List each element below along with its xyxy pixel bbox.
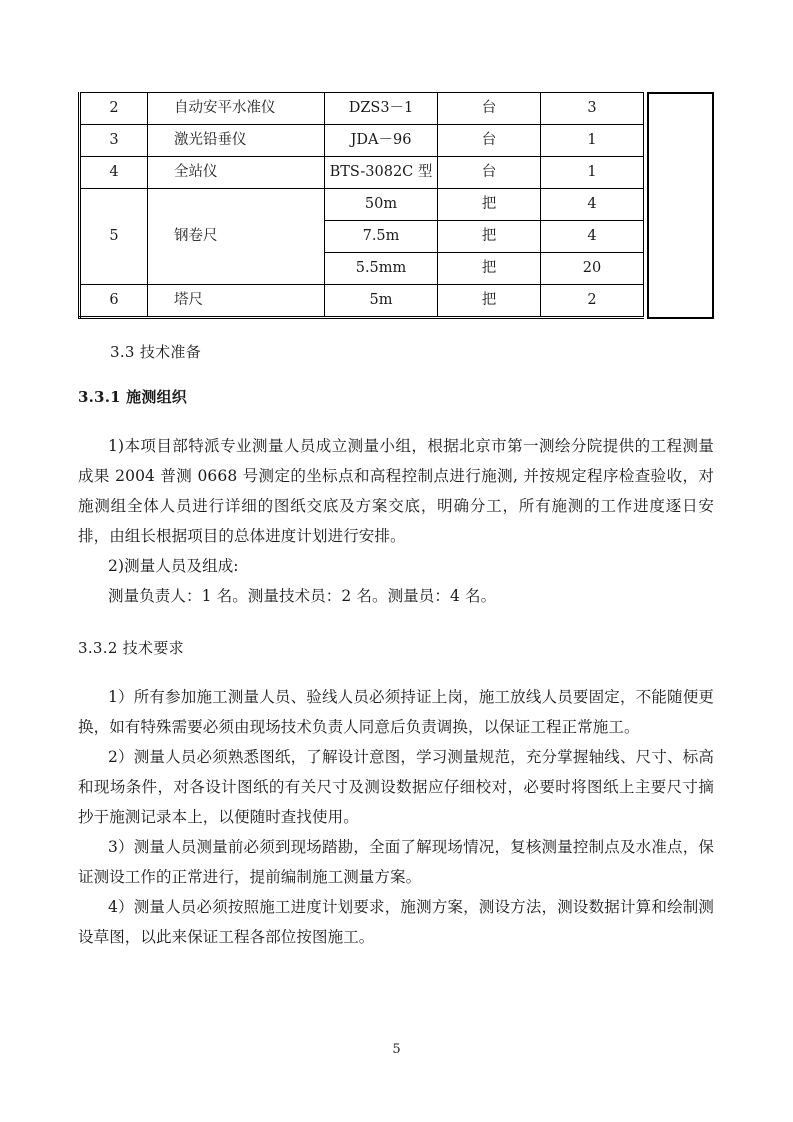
table-cell-remark bbox=[648, 93, 713, 318]
table-row bbox=[80, 189, 644, 221]
table-cell-name: 塔尺 bbox=[148, 285, 325, 318]
table-cell-no: 3 bbox=[80, 125, 148, 157]
page-content bbox=[78, 92, 714, 952]
table-cell-no: 2 bbox=[80, 93, 148, 125]
table-cell-name: 激光铅垂仪 bbox=[148, 125, 325, 157]
table-cell-unit: 台 bbox=[438, 125, 541, 157]
table-cell-unit: 把 bbox=[438, 253, 541, 285]
table-cell-unit: 把 bbox=[438, 189, 541, 221]
heading-3-3-2: 3.3.2 技术要求 bbox=[78, 639, 184, 657]
table-cell-qty: 4 bbox=[541, 221, 644, 253]
table-cell-unit: 把 bbox=[438, 285, 541, 318]
table-row bbox=[80, 125, 644, 157]
table-cell-no: 6 bbox=[80, 285, 148, 318]
table-cell-no: 4 bbox=[80, 157, 148, 189]
page-number: 5 bbox=[392, 1042, 401, 1057]
table-cell-qty: 3 bbox=[541, 93, 644, 125]
table-cell-unit: 台 bbox=[438, 157, 541, 189]
table-cell-unit: 台 bbox=[438, 93, 541, 125]
table-cell-spec: BTS-3082C 型 bbox=[325, 157, 438, 189]
heading-3-3: 3.3 技术准备 bbox=[110, 343, 202, 361]
paragraph-3-3-2-1: 1）所有参加施工测量人员、验线人员必须持证上岗，施工放线人员要固定，不能随便更换，如有特殊需要必须由现场技术负责人同意后负责调换，以保证工程正常施工。 bbox=[78, 688, 714, 736]
paragraph-3-3-1-1: 1)本项目部特派专业测量人员成立测量小组，根据北京市第一测绘分院提供的工程测量成果 2004 普测 0668 号测定的坐标点和高程控制点进行施测, 并按规定程序检查验收，对施测组全体人员进行详细的图纸交底及方案交底，明确分工，所有施测的工作进度逐日安排，由组长根据项目的总体进度计划进行安排。 bbox=[78, 437, 714, 545]
table-cell-name: 全站仪 bbox=[148, 157, 325, 189]
table-cell-qty: 4 bbox=[541, 189, 644, 221]
table-cell-spec: 5.5mm bbox=[325, 253, 438, 285]
paragraph-3-3-1-2: 2)测量人员及组成: bbox=[108, 557, 239, 575]
table-row bbox=[80, 93, 644, 125]
table-row bbox=[80, 285, 644, 318]
table-row bbox=[80, 157, 644, 189]
heading-3-3-1: 3.3.1 施测组织 bbox=[78, 388, 187, 406]
table-cell-name: 钢卷尺 bbox=[148, 189, 325, 285]
table-cell-unit: 把 bbox=[438, 221, 541, 253]
paragraph-3-3-2-2: 2）测量人员必须熟悉图纸，了解设计意图，学习测量规范，充分掌握轴线、尺寸、标高和现场条件，对各设计图纸的有关尺寸及测设数据应仔细校对，必要时将图纸上主要尺寸摘抄于施测记录本上，以便随时查找使用。 bbox=[78, 748, 714, 826]
table-cell-no: 5 bbox=[80, 189, 148, 285]
table-remark-column bbox=[647, 92, 714, 319]
equipment-table-container bbox=[78, 92, 714, 319]
equipment-table bbox=[78, 92, 644, 319]
table-cell-qty: 1 bbox=[541, 157, 644, 189]
table-cell-qty: 1 bbox=[541, 125, 644, 157]
table-cell-spec: 5m bbox=[325, 285, 438, 318]
table-cell-qty: 20 bbox=[541, 253, 644, 285]
paragraph-3-3-2-4: 4）测量人员必须按照施工进度计划要求，施测方案，测设方法，测设数据计算和绘制测设草图，以此来保证工程各部位按图施工。 bbox=[78, 898, 714, 946]
paragraph-3-3-1-3: 测量负责人：1 名。测量技术员：2 名。测量员：4 名。 bbox=[108, 587, 497, 605]
table-cell-name: 自动安平水准仪 bbox=[148, 93, 325, 125]
table-cell-qty: 2 bbox=[541, 285, 644, 318]
table-cell-spec: DZS3－1 bbox=[325, 93, 438, 125]
table-cell-spec: 50m bbox=[325, 189, 438, 221]
paragraph-3-3-2-3: 3）测量人员测量前必须到现场踏勘，全面了解现场情况，复核测量控制点及水准点，保证测设工作的正常进行，提前编制施工测量方案。 bbox=[78, 838, 714, 886]
table-cell-spec: JDA－96 bbox=[325, 125, 438, 157]
table-cell-spec: 7.5m bbox=[325, 221, 438, 253]
